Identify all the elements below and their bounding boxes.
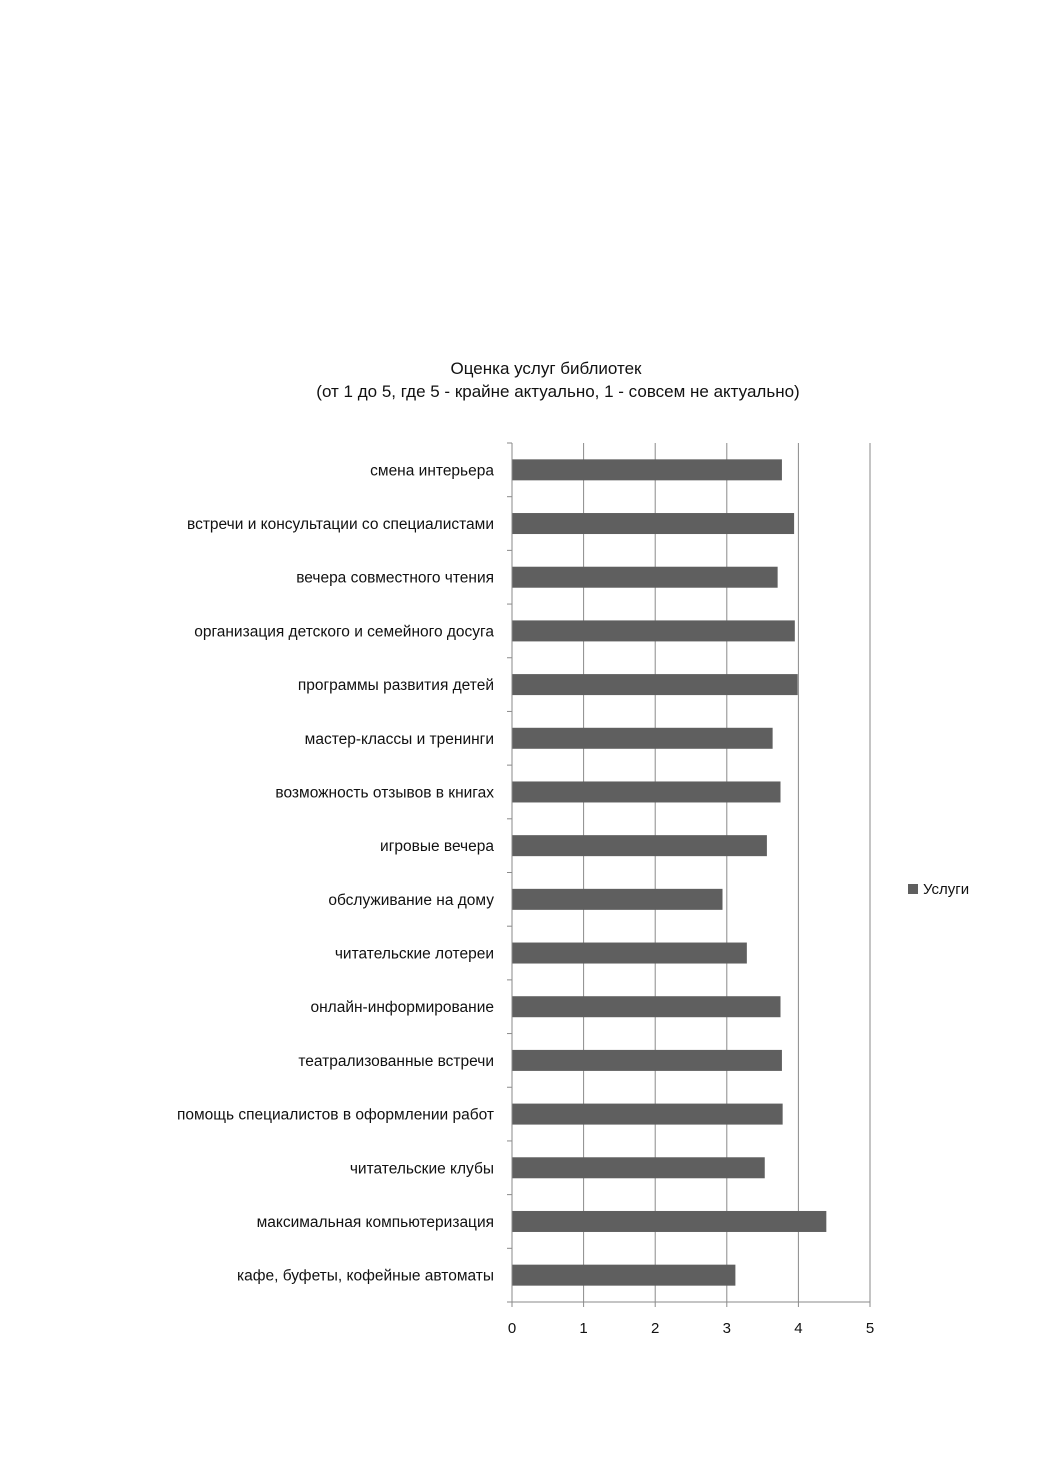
legend-label: Услуги bbox=[923, 881, 970, 898]
x-tick-label: 4 bbox=[794, 1320, 803, 1337]
y-category-label: встречи и консультации со специалистами bbox=[187, 516, 494, 534]
category-labels bbox=[177, 462, 494, 1284]
y-category-label: мастер-классы и тренинги bbox=[304, 730, 494, 748]
x-tick-label: 5 bbox=[865, 1320, 875, 1337]
y-category-label: читательские лотереи bbox=[334, 945, 494, 963]
chart-title: Оценка услуг библиотек bbox=[450, 359, 642, 378]
bar bbox=[512, 1265, 735, 1286]
x-tick-label: 0 bbox=[507, 1320, 517, 1337]
y-category-label: программы развития детей bbox=[297, 677, 494, 695]
chart-subtitle: (от 1 до 5, где 5 - крайне актуально, 1 - совсем не актуально) bbox=[316, 382, 800, 401]
legend-swatch bbox=[908, 884, 918, 894]
x-tick-label: 3 bbox=[722, 1320, 731, 1337]
bar bbox=[512, 567, 778, 588]
x-tick-label: 1 bbox=[579, 1320, 588, 1337]
bar bbox=[512, 1050, 782, 1071]
y-category-label: помощь специалистов в оформлении работ bbox=[176, 1106, 494, 1124]
y-category-label: максимальная компьютеризация bbox=[256, 1213, 494, 1231]
y-category-label: возможность отзывов в книгах bbox=[275, 784, 494, 802]
bar bbox=[512, 1157, 765, 1178]
bar bbox=[512, 889, 723, 910]
y-category-label: игровые вечера bbox=[380, 838, 494, 856]
x-tick-label: 2 bbox=[651, 1320, 660, 1337]
bar bbox=[512, 459, 782, 480]
y-category-label: кафе, буфеты, кофейные автоматы bbox=[236, 1267, 494, 1285]
y-category-label: обслуживание на дому bbox=[328, 891, 494, 909]
bar bbox=[512, 781, 781, 802]
legend bbox=[908, 881, 969, 898]
bar bbox=[512, 513, 794, 534]
bar bbox=[512, 674, 798, 695]
bar bbox=[512, 1104, 783, 1125]
bar bbox=[512, 1211, 826, 1232]
y-category-label: театрализованные встречи bbox=[298, 1052, 494, 1070]
bar bbox=[512, 996, 781, 1017]
y-category-label: онлайн-информирование bbox=[310, 999, 494, 1017]
bar bbox=[512, 728, 773, 749]
y-category-label: вечера совместного чтения bbox=[296, 569, 494, 587]
bar bbox=[512, 943, 747, 964]
y-category-label: организация детского и семейного досуга bbox=[194, 623, 494, 641]
bars bbox=[512, 459, 826, 1285]
bar bbox=[512, 620, 795, 641]
bar bbox=[512, 835, 767, 856]
y-category-label: смена интерьера bbox=[370, 462, 494, 480]
y-category-label: читательские клубы bbox=[349, 1160, 494, 1178]
